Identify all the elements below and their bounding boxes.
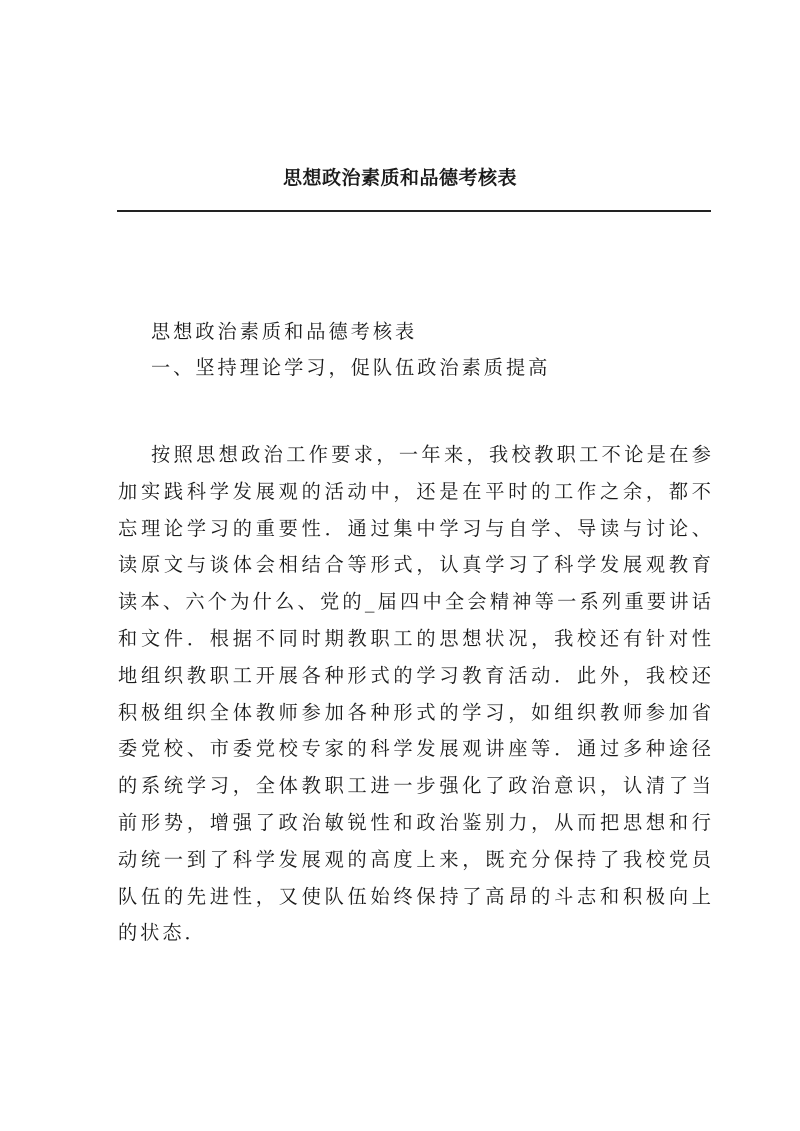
section-heading: 一、坚持理论学习，促队伍政治素质提高 bbox=[151, 356, 551, 379]
repeated-title-line: 思想政治素质和品德考核表 bbox=[151, 320, 418, 343]
body-paragraph: 按照思想政治工作要求，一年来，我校教职工不论是在参加实践科学发展观的活动中，还是在平时的工作之余，都不忘理论学习的重要性．通过集中学习与自学、导读与讨论、读原文与谈体会相结合等形式，认真学习了科学发展观教育读本、六个为什么、党的_届四中全会精神等一系列重要讲话和文件．根据不同时期教职工的思想状况，我校还有针对性地组织教职工开展各种形式的学习教育活动．此外，我校还积极组织全体教师参加各种形式的学习，如组织教师参加省委党校、市委党校专家的科学发展观讲座等．通过多种途径的系统学习，全体教职工进一步强化了政治意识，认清了当前形势，增强了政治敏锐性和政治鉴别力，从而把思想和行动统一到了科学发展观的高度上来，既充分保持了我校党员队伍的先进性，又使队伍始终保持了高昂的斗志和积极向上的状态． bbox=[118, 443, 714, 945]
page-title: 思想政治素质和品德考核表 bbox=[282, 167, 517, 189]
title-divider bbox=[117, 210, 711, 212]
